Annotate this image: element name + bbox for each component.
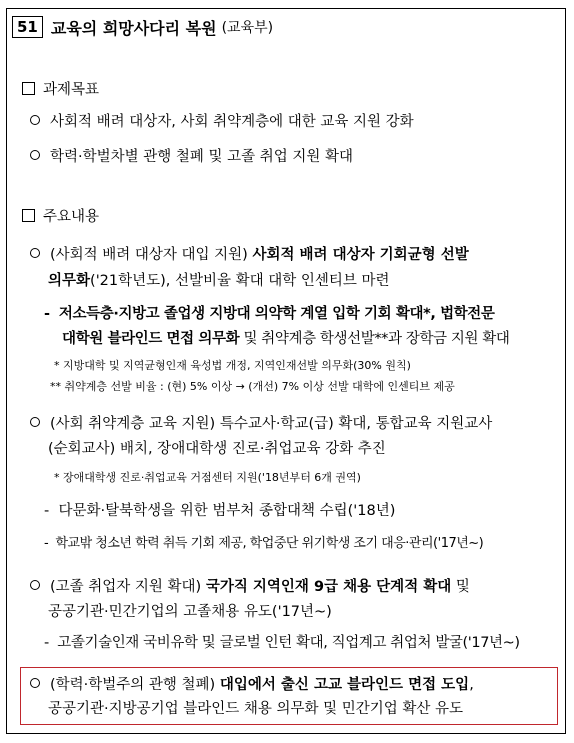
content-item: (사회 취약계층 교육 지원) 특수교사·학교(급) 확대, 통합교육 지원교사 [30,414,492,434]
dash-bullet: - [44,635,58,651]
circle-bullet-icon [30,248,40,258]
footnote: ** 취약계층 선발 비율 : (현) 5% 이상 → (개선) 7% 이상 선발 대학에 인센티브 제공 [50,380,455,393]
content-item: (학력·학벌주의 관행 철폐) 대입에서 출신 고교 블라인드 면접 도입, [30,675,474,695]
circle-bullet-icon [30,115,40,125]
section-title: 교육의 희망사다리 복원 [50,18,217,38]
sub-item: - 다문화·탈북학생을 위한 범부처 종합대책 수립('18년) [44,503,396,519]
dash-bullet: - [44,503,59,519]
sub-item: - 고졸기술인재 국비유학 및 글로벌 인턴 확대, 직업계고 취업처 발굴('17년~) [44,635,520,651]
content-item-cont: (순회교사) 배치, 장애대학생 진로·취업교육 강화 추진 [48,441,386,457]
goal-item: 학력·학벌차별 관행 철폐 및 고졸 취업 지원 확대 [30,147,353,167]
dash-bullet: - [44,306,59,322]
content-item-cont: 공공기관·민간기업의 고졸채용 유도('17년~) [48,604,332,620]
square-bullet-icon [22,82,35,95]
circle-bullet-icon [30,417,40,427]
content-item-cont: 의무화('21학년도), 선발비율 확대 대학 인센티브 마련 [48,273,390,289]
circle-bullet-icon [30,678,40,688]
section-number: 51 [12,16,43,38]
sub-item: - 학교밖 청소년 학력 취득 기회 제공, 학업중단 위기학생 조기 대응·관리('17년~) [44,536,484,551]
section-header [12,14,273,40]
content-heading: 주요내용 [22,207,99,227]
circle-bullet-icon [30,150,40,160]
content-item: (사회적 배려 대상자 대입 지원) 사회적 배려 대상자 기회균형 선발 [30,245,469,265]
sub-item-cont: 대학원 블라인드 면접 의무화 및 취약계층 학생선발**과 장학금 지원 확대 [62,331,510,347]
ministry-label: (교육부) [221,20,274,36]
sub-item: - 저소득층·지방고 졸업생 지방대 의약학 계열 입학 기회 확대*, 법학전문 [44,306,495,322]
dash-bullet: - [44,536,56,551]
content-item: (고졸 취업자 지원 확대) 국가직 지역인재 9급 채용 단계적 확대 및 [30,577,470,597]
goals-heading: 과제목표 [22,80,99,100]
footnote: * 장애대학생 진로·취업교육 거점센터 지원('18년부터 6개 권역) [54,471,361,484]
footnote: * 지방대학 및 지역균형인재 육성법 개정, 지역인재선발 의무화(30% 원칙) [54,359,411,372]
square-bullet-icon [22,209,35,222]
circle-bullet-icon [30,580,40,590]
goal-item: 사회적 배려 대상자, 사회 취약계층에 대한 교육 지원 강화 [30,112,414,132]
content-item-cont: 공공기관·지방공기업 블라인드 채용 의무화 및 민간기업 확산 유도 [48,701,464,717]
